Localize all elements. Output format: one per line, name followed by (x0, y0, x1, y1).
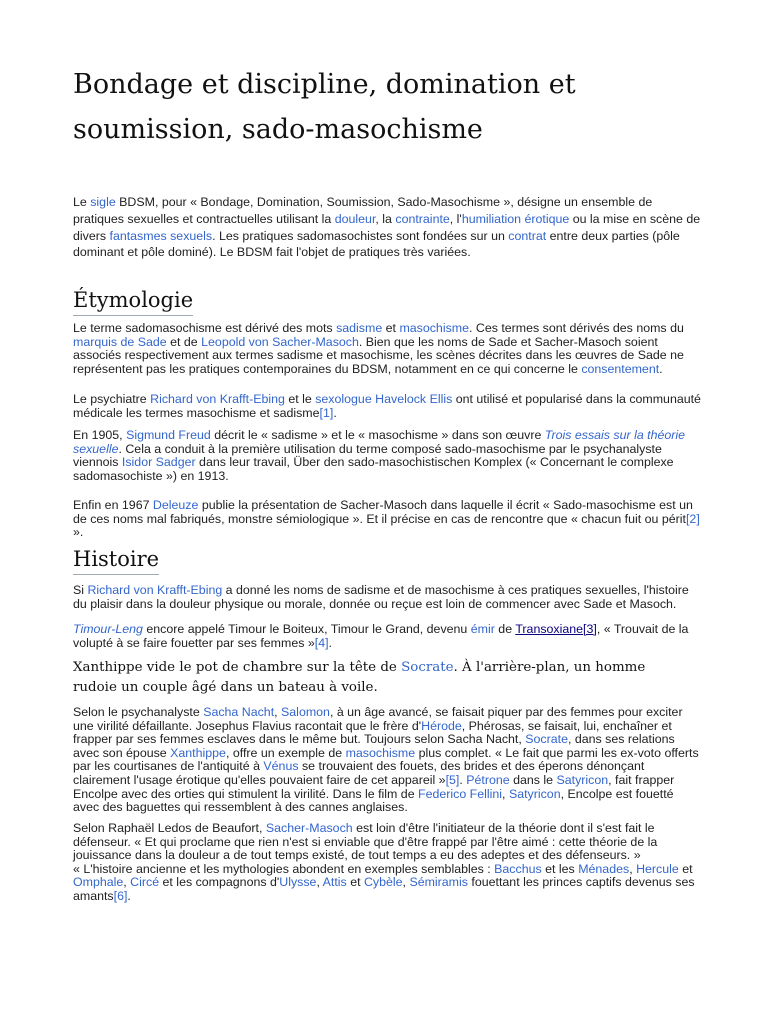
link-sacher-masoch-2[interactable]: Sacher-Masoch (265, 821, 353, 835)
text: , dans ses relations avec son épouse (73, 732, 675, 760)
text: publie la présentation de Sacher-Masoch dans laquelle il écrit « Sado-masochisme est un de ces noms mal fabriqués, monstre sémiologique ». Et il précise en cas de rencontre que « chacun fuit ou périt (73, 498, 693, 526)
image-caption (73, 658, 673, 697)
text: plus complet. « Le fait que parmi les ex-voto offerts par les courtisanes de l'antiquité à (73, 745, 699, 774)
reference-1[interactable]: [1] (319, 405, 334, 420)
text: Enfin en 1967 (73, 498, 153, 512)
link-socrate-caption[interactable]: Socrate (401, 660, 454, 675)
link-emir[interactable]: émir (470, 622, 495, 636)
link-transoxiane[interactable]: Transoxiane (515, 622, 584, 636)
text: , (123, 875, 131, 890)
text: , (502, 786, 509, 801)
link-masochisme-2[interactable]: masochisme (345, 745, 416, 760)
link-attis[interactable]: Attis (322, 875, 347, 890)
page-title: Bondage et discipline, domination et soumission, sado-masochisme (73, 69, 576, 145)
text: . Les pratiques sadomasochistes sont fondées sur un (212, 228, 509, 243)
text: . (127, 888, 131, 903)
text: et les (541, 861, 579, 876)
text: a donné les noms de sadisme et de masochisme à ces pratiques sexuelles, l'histoire du plaisir dans la douleur physique ou morale, donnée ou reçue est loin de commencer avec Sade et Masoch. (73, 583, 689, 611)
text: , (316, 875, 323, 890)
link-semiramis[interactable]: Sémiramis (409, 875, 468, 890)
link-marquis-de-sade[interactable]: marquis de Sade (73, 334, 167, 349)
link-consentement[interactable]: consentement (581, 361, 660, 376)
text: . (333, 405, 337, 420)
link-sigmund-freud[interactable]: Sigmund Freud (126, 428, 211, 442)
link-sadisme[interactable]: sadisme (336, 321, 383, 335)
reference-2[interactable]: [2] (685, 511, 700, 526)
link-masochisme[interactable]: masochisme (399, 321, 469, 335)
etymologie-paragraph-2 (73, 393, 701, 420)
text: et le (284, 392, 316, 406)
text: , Phérosas, se faisait, lui, enchaîner et frapper par ses femmes esclaves dans le même but. Toujours selon Sacha Nacht, (73, 718, 672, 747)
link-xanthippe[interactable]: Xanthippe (170, 745, 226, 760)
text: , (274, 705, 282, 719)
link-havelock-ellis[interactable]: Havelock Ellis (375, 392, 453, 406)
histoire-paragraph-2 (73, 623, 701, 650)
text: se trouvaient des fouets, des brides et des éperons dénonçant clairement l'usage érotique qu'elles pouvaient faire de cet appareil » (73, 759, 645, 787)
link-sigle[interactable]: sigle (90, 195, 116, 209)
text: BDSM, pour « Bondage, Domination, Soumission, Sado-Masochisme », désigne un ensemble de pratiques sexuelles et contractuelles utilisant la (73, 195, 653, 226)
section-heading-histoire: Histoire (73, 545, 159, 575)
text: et les compagnons d' (159, 875, 280, 890)
intro-paragraph (73, 194, 701, 261)
text: . (659, 361, 663, 376)
reference-4[interactable]: [4] (314, 635, 329, 650)
text: , fait frapper Encolpe avec des orties qui stimulent la virilité. Dans le film de (73, 772, 675, 801)
text: , « Trouvait de la volupté à se faire fouetter par ses femmes » (73, 622, 689, 650)
link-cybele[interactable]: Cybèle (363, 875, 403, 890)
section-heading-etymologie: Étymologie (73, 286, 193, 316)
link-sacher-masoch[interactable]: Leopold von Sacher-Masoch (201, 334, 359, 349)
link-federico-fellini[interactable]: Federico Fellini (418, 786, 503, 801)
link-venus[interactable]: Vénus (263, 759, 299, 774)
link-krafft-ebing-2[interactable]: Richard von Krafft-Ebing (87, 583, 223, 597)
text: et (678, 861, 693, 876)
link-deleuze[interactable]: Deleuze (152, 498, 199, 512)
link-circe[interactable]: Circé (130, 875, 160, 890)
link-satyricon-film[interactable]: Satyricon (508, 786, 561, 801)
reference-5[interactable]: [5] (445, 772, 460, 787)
text: Selon le psychanalyste (73, 705, 204, 719)
text: , offre un exemple de (225, 745, 346, 760)
text: ont utilisé et popularisé dans la communauté médicale les termes masochisme et sadisme (73, 392, 701, 420)
histoire-paragraph-3 (73, 706, 701, 815)
text: « L'histoire ancienne et les mythologies abondent en exemples semblables : (73, 861, 495, 876)
text: encore appelé Timour le Boiteux, Timour le Grand, devenu (142, 622, 471, 636)
text: , à un âge avancé, se faisait piquer par des femmes pour exciter une virilité défaillante. Josephus Flavius racontait que le frère d' (73, 705, 683, 733)
text: En 1905, (73, 428, 127, 442)
text: et de (166, 334, 202, 349)
text: ou la mise en scène de divers (73, 211, 701, 243)
link-socrate[interactable]: Socrate (525, 732, 568, 747)
text: . Bien que les noms de Sade et Sacher-Masoch soient associés respectivement aux termes sadisme et masochisme, les scènes décrites dans les œuvres de Sade ne représentent pas les pratiques contemporaines du BDSM, notamment en ce qui concerne le (73, 334, 684, 376)
text: , (629, 861, 637, 876)
text: Selon Raphaël Ledos de Beaufort, (73, 821, 266, 835)
text: et (382, 321, 400, 335)
text: et (346, 875, 364, 890)
link-satyricon[interactable]: Satyricon (556, 772, 609, 787)
link-fantasmes-sexuels[interactable]: fantasmes sexuels (109, 228, 213, 243)
text: Le psychiatre (73, 392, 151, 406)
text: . À l'arrière-plan, un homme rudoie un couple âgé dans un bateau à voile. (73, 660, 646, 695)
link-trois-essais[interactable]: Trois essais sur la théorie sexuelle (73, 428, 686, 456)
link-contrainte[interactable]: contrainte (395, 211, 450, 226)
reference-6[interactable]: [6] (113, 888, 128, 903)
link-salomon[interactable]: Salomon (281, 705, 330, 719)
text: Si (73, 583, 88, 597)
reference-3[interactable]: [3] (583, 622, 597, 636)
link-omphale[interactable]: Omphale (73, 875, 124, 890)
text: dans le (509, 772, 557, 787)
etymologie-paragraph-4 (73, 499, 701, 540)
etymologie-paragraph-3 (73, 429, 701, 483)
link-hercule[interactable]: Hercule (636, 861, 679, 876)
text: entre deux parties (pôle dominant et pôle dominé). Le BDSM fait l'objet de pratiques très variées. (73, 228, 680, 260)
text: Le terme sadomasochisme est dérivé des mots (73, 321, 337, 335)
text: . (328, 635, 332, 650)
link-timour-leng[interactable]: Timour-Leng (73, 622, 143, 636)
text: Le (73, 195, 91, 209)
link-isidor-sadger[interactable]: Isidor Sadger (121, 455, 196, 470)
link-petrone[interactable]: Pétrone (466, 772, 510, 787)
text: Xanthippe vide le pot de chambre sur la tête de (73, 660, 402, 675)
text: ». (73, 525, 84, 540)
text: . Cela a conduit à la première utilisation du terme composé sado-masochisme par le psychanalyste viennois (73, 441, 662, 470)
link-sexologue[interactable]: sexologue (315, 392, 372, 406)
text: fouettant les princes captifs devenus ses amants (73, 875, 695, 903)
link-herode[interactable]: Hérode (421, 718, 462, 733)
link-menades[interactable]: Ménades (578, 861, 630, 876)
text: , Encolpe est fouetté avec des baguettes qui ressemblent à des cannes anglaises. (73, 786, 674, 815)
text: , la (375, 211, 396, 226)
text: , (402, 875, 410, 890)
text: de (494, 622, 516, 636)
etymologie-paragraph-1 (73, 322, 701, 376)
text: , l' (449, 211, 462, 226)
link-humiliation-erotique[interactable]: humiliation érotique (461, 211, 570, 226)
text: . (459, 772, 467, 787)
link-bacchus[interactable]: Bacchus (494, 861, 542, 876)
text: dans leur travail, Über den sado-masochistischen Komplex (« Concernant le complexe sadomasochiste ») en 1913. (73, 455, 674, 483)
text: est loin d'être l'initiateur de la théorie dont il s'est fait le défenseur. « Et qui proclame que rien n'est si enviable que d'être frappé par l'être aimé : cette théorie de la jouissance dans la douleur a de tout temps existé, de tout temps a eu des adeptes et des défenseurs. » (73, 821, 658, 863)
text: . Ces termes sont dérivés des noms du (468, 321, 684, 335)
text: décrit le « sadisme » et le « masochisme » dans son œuvre (210, 428, 545, 442)
link-douleur[interactable]: douleur (334, 211, 376, 226)
histoire-paragraph-1 (73, 584, 701, 611)
link-sacha-nacht[interactable]: Sacha Nacht (203, 705, 275, 719)
link-krafft-ebing[interactable]: Richard von Krafft-Ebing (150, 392, 285, 406)
link-contrat[interactable]: contrat (508, 228, 547, 243)
link-ulysse[interactable]: Ulysse (279, 875, 317, 890)
histoire-paragraph-4 (73, 822, 701, 904)
